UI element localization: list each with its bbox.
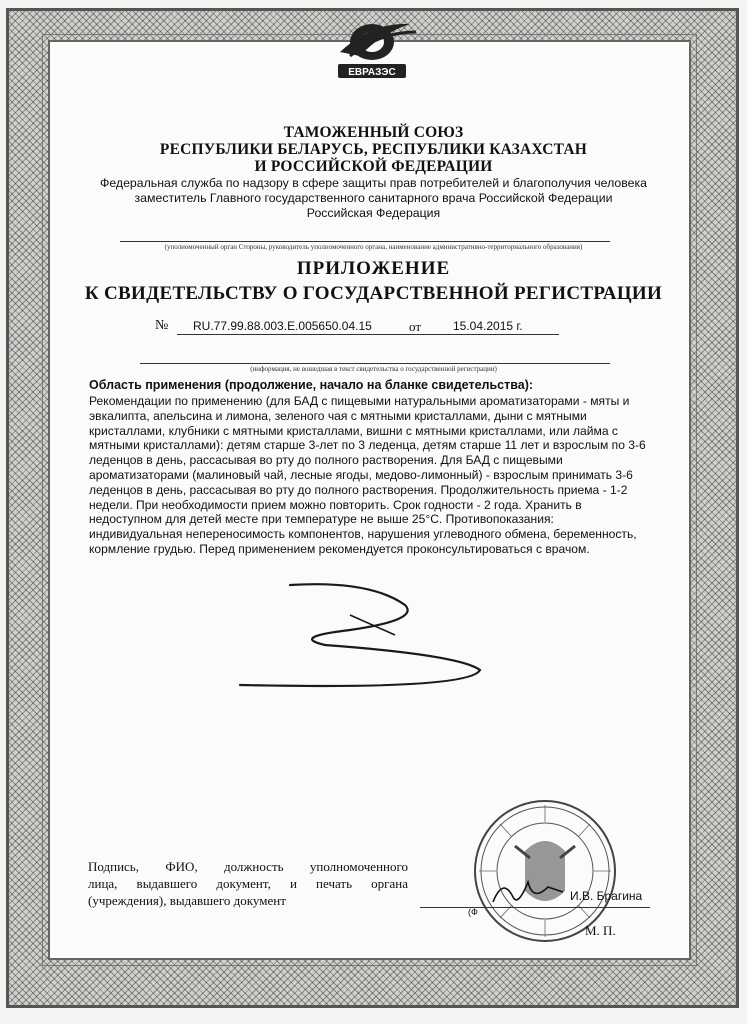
emblem-label: ЕВРАЗЭС	[348, 67, 396, 78]
text-line: леденцов в день, рассасывая во рту до полного растворения. Продолжительность приема - 1-2	[89, 482, 628, 497]
text-line: мятными кристаллами): детям старше 3-лет по 3 леденца, детям старше 11 лет и взрослым по 3-6	[89, 438, 646, 453]
union-line: И РОССИЙСКОЙ ФЕДЕРАЦИИ	[254, 158, 493, 175]
registration-date: 15.04.2015 г.	[453, 319, 523, 333]
info-note: (информация, не вошедшая в текст свидетельства о государственной регистрации)	[250, 365, 497, 373]
union-line: РЕСПУБЛИКИ БЕЛАРУСЬ, РЕСПУБЛИКИ КАЗАХСТАН	[159, 141, 588, 158]
number-sign: №	[155, 318, 169, 333]
registration-number: RU.77.99.88.003.E.005650.04.15	[193, 319, 372, 333]
text-line: ароматизаторами (малиновый чай, лесные ягоды, медово-лимонный) - взрослым принимать 3-6	[89, 467, 633, 482]
scope-text	[89, 394, 659, 557]
text-line: Рекомендации по применению (для БАД с пищевыми натуральными ароматизаторами - мяты и	[89, 394, 630, 408]
text-line: индивидуальная непереносимость компонентов, нарушения углеводного обмена, беременность,	[89, 527, 637, 542]
signature-label-line: лица, выдавшего документ, и печать органа	[88, 876, 408, 891]
signature-label-line: (учреждения), выдавшего документ	[88, 893, 286, 908]
signature-label	[88, 858, 408, 909]
text-line: недоступном для детей месте при температуре не выше 25°С. Противопоказания:	[89, 512, 554, 527]
signature-scribble	[488, 872, 568, 912]
from-label: от	[409, 319, 422, 334]
text-line: леденцов в день, рассасывая во рту до полного растворения. Для БАД с пищевыми	[89, 453, 563, 468]
number-underline	[177, 334, 559, 335]
union-line: ТАМОЖЕННЫЙ СОЮЗ	[283, 124, 464, 141]
agency-line: Федеральная служба по надзору в сфере защиты прав потребителей и благополучия человека	[100, 176, 647, 190]
agency-line: Российская Федерация	[306, 206, 441, 220]
divider	[140, 363, 610, 364]
document-title: ПРИЛОЖЕНИЕ	[296, 258, 451, 279]
text-line: недели. При необходимости прием можно повторить. Срок годности - 2 года. Хранить в	[89, 497, 582, 512]
stamp-place-label: М. П.	[585, 923, 616, 938]
eurasec-emblem-icon	[320, 12, 424, 82]
customs-union-title	[0, 124, 747, 175]
divider	[120, 241, 610, 242]
text-line: эвкалипта, апельсина и лимона, зеленого чая с мятными кристаллами, дыни с мятными	[89, 408, 587, 423]
signature-line	[420, 907, 650, 908]
scope-heading: Область применения (продолжение, начало на бланке свидетельства):	[89, 378, 534, 392]
authority-note: (уполномоченный орган Стороны, руководитель уполномоченного органа, наименование административно-территориального образования)	[164, 243, 583, 251]
text-line: кристаллами, клубники с мятными кристаллами, вишни с мятными кристаллами, или лайма с	[89, 423, 618, 438]
signature-label-line: Подпись, ФИО, должность уполномоченного	[88, 859, 408, 874]
document-subtitle: К СВИДЕТЕЛЬСТВУ О ГОСУДАРСТВЕННОЙ РЕГИСТРАЦИИ	[84, 283, 663, 304]
signer-name: И.В. Брагина	[570, 889, 643, 903]
text-line: кормление грудью. Перед применением рекомендуется проконсультироваться с врачом.	[89, 541, 590, 556]
fio-prefix: (Ф	[468, 907, 478, 917]
cancellation-stroke	[230, 575, 530, 705]
agency-block	[0, 176, 747, 221]
registration-row	[155, 318, 595, 336]
agency-line: заместитель Главного государственного санитарного врача Российской Федерации	[134, 191, 613, 205]
